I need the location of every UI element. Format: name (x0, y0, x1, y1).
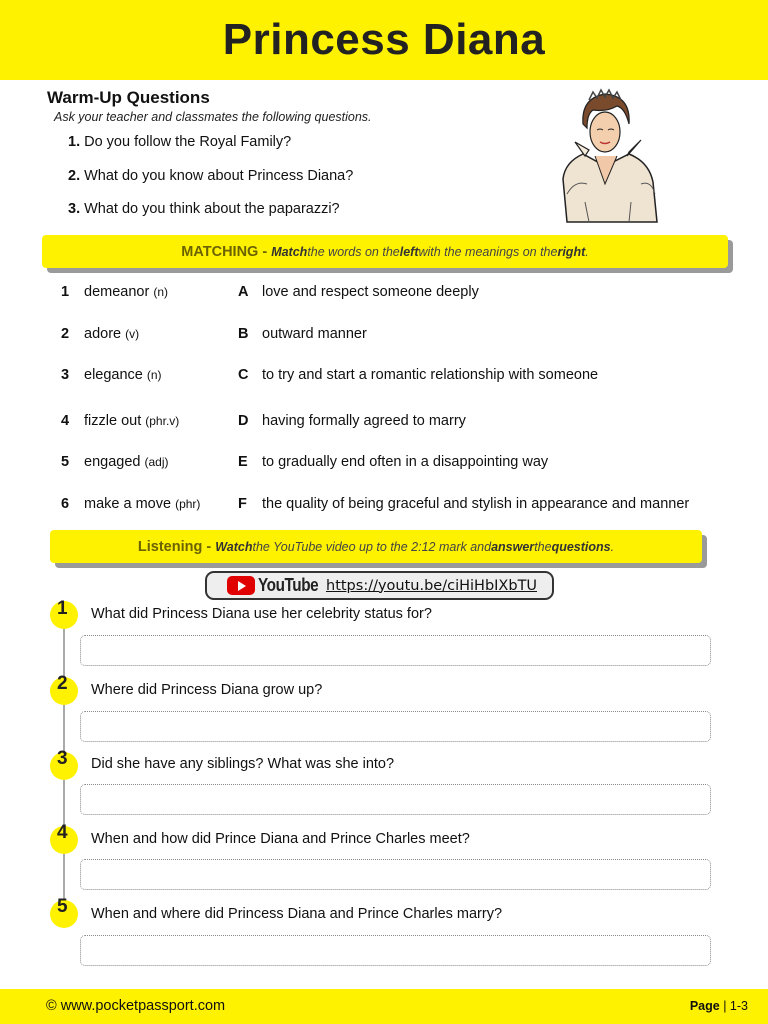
warmup-question: 2. What do you know about Princess Diana? (68, 168, 354, 184)
question-number: 1 (57, 598, 68, 619)
answer-field[interactable] (80, 859, 711, 890)
question-text: When and how did Prince Diana and Prince Charles meet? (91, 831, 470, 847)
warmup-question: 3. What do you think about the paparazzi? (68, 201, 340, 217)
princess-diana-illustration (545, 84, 667, 226)
answer-field[interactable] (80, 935, 711, 966)
matching-row: 6 make a move (phr) F the quality of being graceful and stylish in appearance and manner (61, 496, 690, 512)
question-number: 3 (57, 748, 68, 769)
page-indicator: Page | 1-3 (689, 999, 748, 1013)
answer-field[interactable] (80, 784, 711, 815)
footer-bar (0, 989, 768, 1024)
matching-row: 2 adore (v) B outward manner (61, 326, 367, 342)
matching-banner: MATCHING - Match the words on the left with the meanings on the right . (42, 235, 728, 268)
youtube-logo: YouTube (227, 575, 324, 596)
question-text: When and where did Princess Diana and Prince Charles marry? (91, 906, 503, 922)
matching-row: 3 elegance (n) C to try and start a romantic relationship with someone (61, 367, 599, 383)
question-text: What did Princess Diana use her celebrity status for? (91, 606, 432, 622)
answer-field[interactable] (80, 635, 711, 666)
matching-row: 1 demeanor (n) A love and respect someone deeply (61, 284, 479, 300)
warmup-heading: Warm-Up Questions (47, 88, 210, 107)
matching-row: 4 fizzle out (phr.v) D having formally agreed to marry (61, 413, 466, 429)
matching-row: 5 engaged (adj) E to gradually end often in a disappointing way (61, 454, 549, 470)
title-banner (0, 0, 768, 80)
video-link[interactable]: https://youtu.be/ciHiHbIXbTU (326, 577, 538, 594)
listening-banner: Listening - Watch the YouTube video up to the 2:12 mark and answer the questions . (50, 530, 702, 563)
question-number: 5 (57, 896, 68, 917)
question-number: 4 (57, 822, 68, 843)
question-text: Where did Princess Diana grow up? (91, 682, 323, 698)
question-text: Did she have any siblings? What was she into? (91, 756, 395, 772)
warmup-instruction: Ask your teacher and classmates the following questions. (54, 110, 372, 124)
warmup-question: 1. Do you follow the Royal Family? (68, 134, 292, 150)
answer-field[interactable] (80, 711, 711, 742)
youtube-play-icon (227, 576, 255, 595)
page-title: Princess Diana (222, 15, 546, 64)
question-number: 2 (57, 673, 68, 694)
footer-site: © www.pocketpassport.com (46, 998, 226, 1014)
youtube-link-box[interactable] (205, 571, 554, 600)
